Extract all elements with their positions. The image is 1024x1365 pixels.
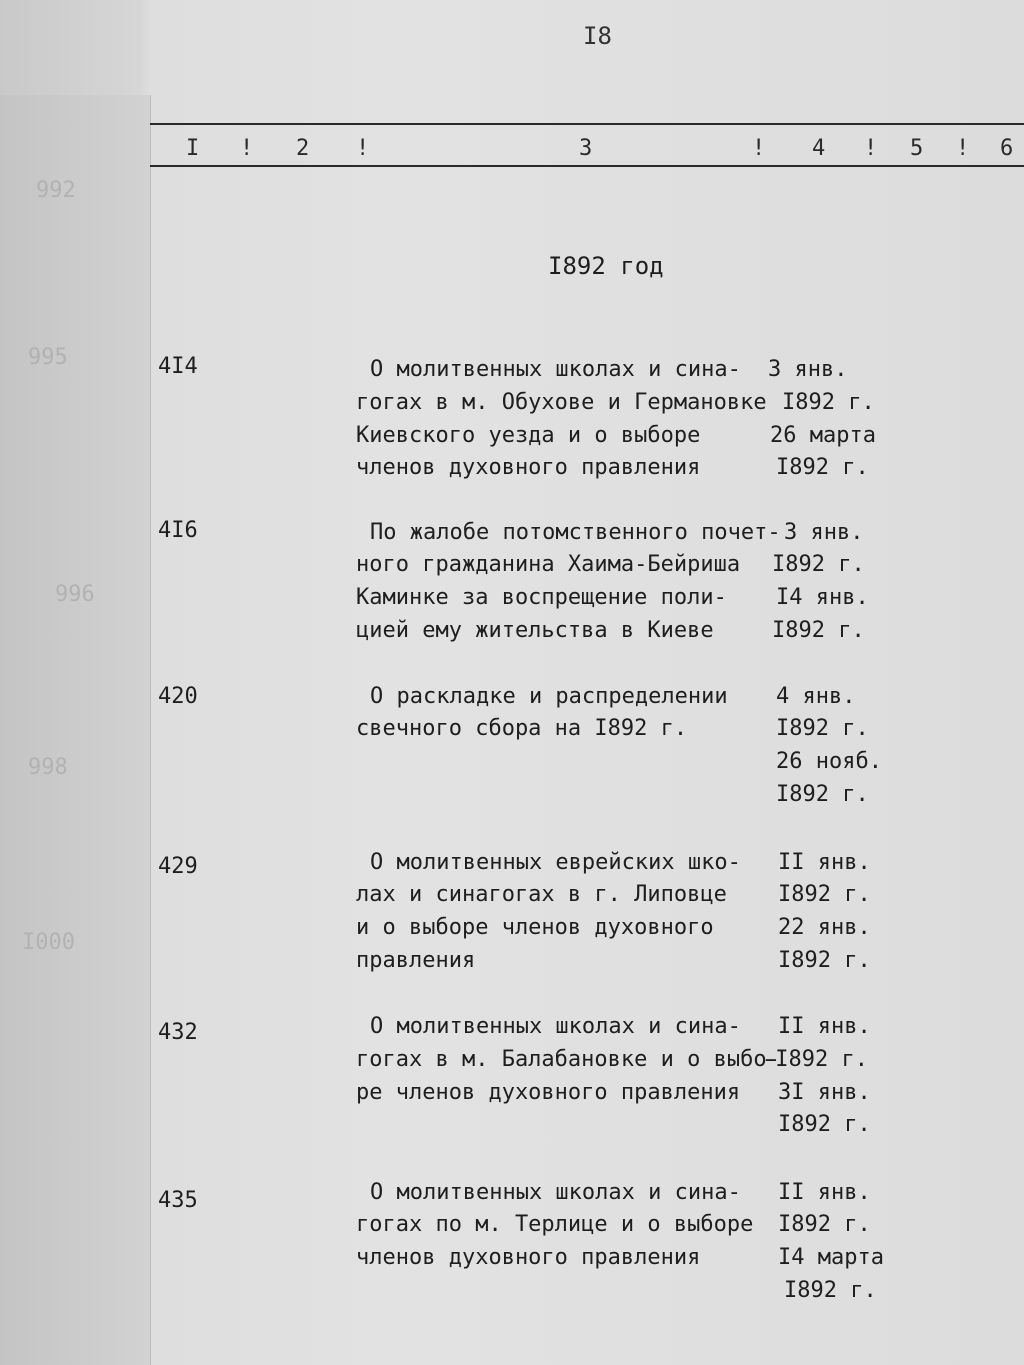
entry-title-line: О раскладке и распределении: [370, 684, 728, 709]
entry-title-line: О молитвенных школах и сина-: [370, 1180, 741, 1205]
entry-title-line: лах и синагогах в г. Липовце: [356, 882, 727, 907]
entry-title-line: членов духовного правления: [356, 455, 701, 480]
entry-date-line: 3 янв.: [768, 357, 848, 382]
column-separator: !: [752, 136, 766, 161]
entry-date-line: 26 нояб.: [776, 749, 882, 774]
entry-date-line: I892 г.: [778, 1112, 871, 1137]
entry-number: 435: [158, 1188, 198, 1213]
entry-title-line: Киевского уезда и о выборе: [356, 423, 701, 448]
year-heading: I892 год: [548, 252, 664, 280]
entry-date-line: I892 г.: [778, 948, 871, 973]
ghost-number: 996: [55, 582, 95, 607]
entry-date-line: 3I янв.: [778, 1080, 871, 1105]
column-header: 5: [910, 136, 924, 161]
underlying-page-edge: [0, 95, 151, 1365]
column-separator: !: [356, 136, 370, 161]
ghost-number: I000: [22, 930, 75, 955]
entry-date-line: I892 г.: [776, 782, 869, 807]
entry-date-line: I4 марта: [778, 1245, 884, 1270]
entry-title-line: О молитвенных еврейских шко-: [370, 850, 741, 875]
entry-title-line: цией ему жительства в Киеве: [356, 618, 714, 643]
column-header: 3: [579, 136, 593, 161]
entry-number: 4I6: [158, 518, 198, 543]
entry-title-line: ного гражданина Хаима-Бейриша: [356, 552, 741, 577]
entry-title-line: гогах в м. Балабановке и о выбо-: [356, 1047, 780, 1072]
entry-title-line: и о выборе членов духовного: [356, 915, 714, 940]
entry-number: 420: [158, 684, 198, 709]
entry-date-line: I892 г.: [778, 882, 871, 907]
column-header: 6: [1000, 136, 1014, 161]
entry-title-line: членов духовного правления: [356, 1245, 701, 1270]
entry-title-line: свечного сбора на I892 г.: [356, 716, 688, 741]
column-separator: !: [864, 136, 878, 161]
entry-title-line: О молитвенных школах и сина-: [370, 357, 741, 382]
column-separator: !: [240, 136, 254, 161]
entry-date-line: -I892 г.: [762, 1047, 868, 1072]
entry-date-line: I4 янв.: [776, 585, 869, 610]
entry-number: 432: [158, 1020, 198, 1045]
entry-title-line: правления: [356, 948, 476, 973]
entry-date-line: I892 г.: [776, 455, 869, 480]
entry-date-line: 26 марта: [770, 423, 876, 448]
entry-title-line: гогах по м. Терлице и о выборе: [356, 1212, 754, 1237]
entry-date-line: I892 г.: [784, 1278, 877, 1303]
header-bottom-rule: [150, 165, 1024, 167]
entry-date-line: I892 г.: [776, 716, 869, 741]
entry-title-line: О молитвенных школах и сина-: [370, 1014, 741, 1039]
column-header: 4: [812, 136, 826, 161]
ghost-number: 995: [28, 345, 68, 370]
entry-title-line: гогах в м. Обухове и Германовке: [356, 390, 767, 415]
ghost-number: 992: [36, 178, 76, 203]
entry-date-line: II янв.: [778, 1180, 871, 1205]
entry-date-line: I892 г.: [782, 390, 875, 415]
entry-title-line: ре членов духовного правления: [356, 1080, 741, 1105]
page-number: I8: [583, 22, 612, 50]
column-header: 2: [296, 136, 310, 161]
entry-date-line: 22 янв.: [778, 915, 871, 940]
ghost-number: 998: [28, 755, 68, 780]
header-top-rule: [150, 123, 1024, 125]
entry-date-line: 4 янв.: [776, 684, 856, 709]
entry-date-line: I892 г.: [778, 1212, 871, 1237]
column-separator: !: [956, 136, 970, 161]
entry-number: 429: [158, 854, 198, 879]
column-header: I: [186, 136, 200, 161]
entry-date-line: II янв.: [778, 850, 871, 875]
entry-date-line: II янв.: [778, 1014, 871, 1039]
entry-title-line: Каминке за воспрещение поли-: [356, 585, 727, 610]
entry-number: 4I4: [158, 354, 198, 379]
entry-date-line: I892 г.: [772, 552, 865, 577]
entry-title-line: По жалобе потомственного почет-: [370, 520, 781, 545]
entry-date-line: I892 г.: [772, 618, 865, 643]
entry-date-line: 3 янв.: [784, 520, 864, 545]
